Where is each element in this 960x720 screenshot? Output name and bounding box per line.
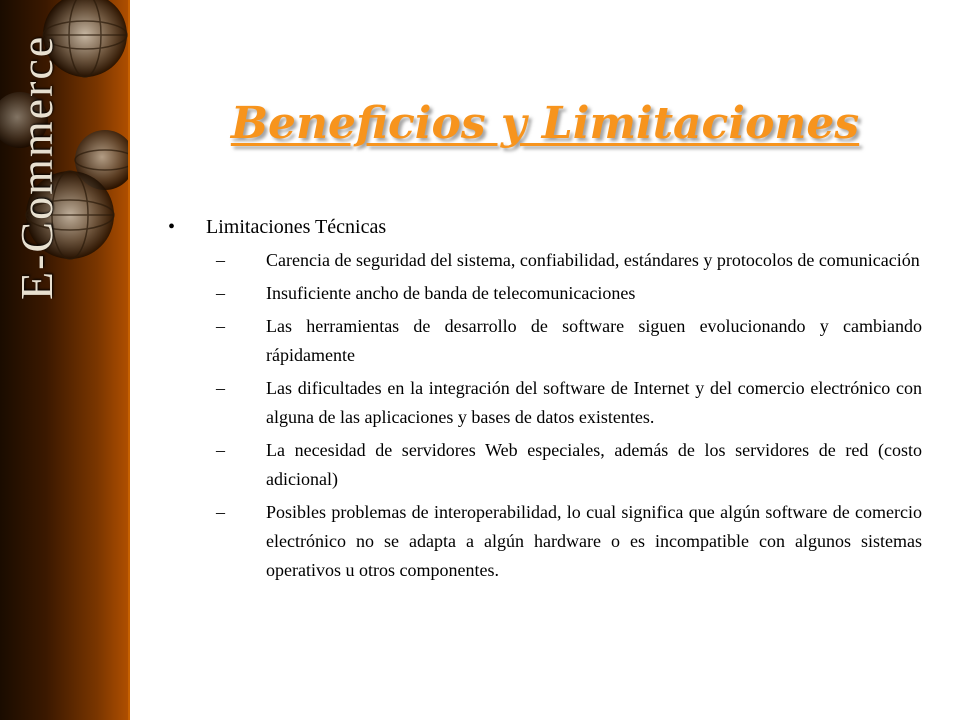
dash-marker: – xyxy=(216,502,225,522)
slide-title: Beneficios y Limitaciones xyxy=(230,98,860,149)
slide-content xyxy=(168,216,922,589)
list-item xyxy=(168,312,922,370)
list-item-text: Las dificultades en la integración del software de Internet y del comercio electrónico con alguna de las aplicaciones y bases de datos existentes. xyxy=(266,378,922,427)
dash-marker: – xyxy=(216,250,225,270)
list-item xyxy=(168,279,922,308)
list-item-text: Insuficiente ancho de banda de telecomunicaciones xyxy=(266,283,636,303)
list-item-text: Las herramientas de desarrollo de software siguen evolucionando y cambiando rápidamente xyxy=(266,316,922,365)
bullet-item xyxy=(168,216,922,239)
bullet-marker: • xyxy=(168,216,176,238)
sub-item-list xyxy=(168,246,922,585)
dash-marker: – xyxy=(216,378,225,398)
list-item xyxy=(168,374,922,432)
dash-marker: – xyxy=(216,316,225,336)
bullet-label: Limitaciones Técnicas xyxy=(206,216,387,238)
list-item-text: Posibles problemas de interoperabilidad, lo cual significa que algún software de comercio electrónico no se adapta a algún hardware o es incompatible con algunos sistemas operativos u otros componentes. xyxy=(266,502,922,580)
sidebar-banner xyxy=(0,0,130,720)
list-item xyxy=(168,436,922,494)
list-item-text: Carencia de seguridad del sistema, confiabilidad, estándares y protocolos de comunicación xyxy=(266,250,920,270)
dash-marker: – xyxy=(216,440,225,460)
list-item xyxy=(168,246,922,275)
list-item xyxy=(168,498,922,585)
dash-marker: – xyxy=(216,283,225,303)
brand-text: E-Commerce xyxy=(11,34,62,300)
list-item-text: La necesidad de servidores Web especiales, además de los servidores de red (costo adicional) xyxy=(266,440,922,489)
